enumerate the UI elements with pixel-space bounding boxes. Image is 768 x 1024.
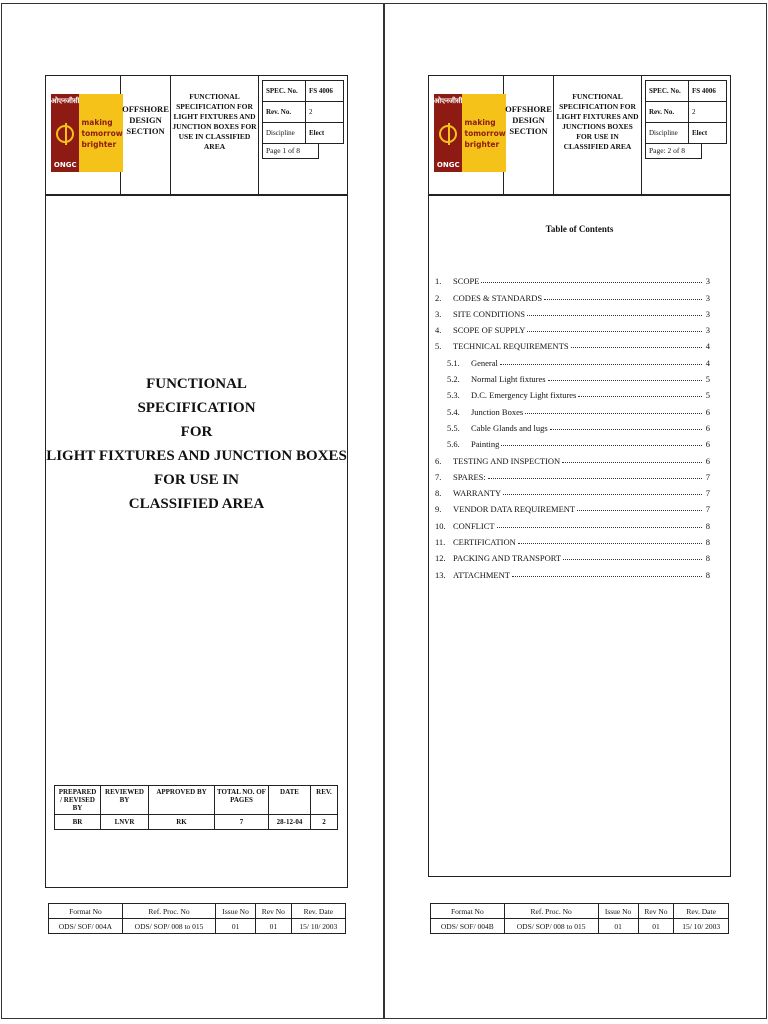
toc-page-number: 7 [705, 504, 710, 515]
toc-number: 4. [435, 325, 442, 336]
toc-leader [563, 559, 702, 560]
footer-value: 01 [638, 919, 674, 934]
discipline-label: Discipline [263, 123, 306, 144]
toc-text: Cable Glands and lugs [471, 422, 548, 433]
toc-number: 6. [435, 455, 442, 466]
toc-number: 5.1. [447, 357, 460, 368]
footer-value: 01 [256, 919, 292, 934]
logo-cell [46, 76, 121, 194]
approval-value: 28-12-04 [269, 815, 311, 830]
toc-entry[interactable] [435, 531, 710, 547]
approval-header: DATE [269, 786, 311, 815]
toc-leader [488, 478, 702, 479]
page-header [428, 75, 731, 195]
spec-label: SPEC. No. [263, 81, 306, 102]
toc-page-number: 6 [705, 439, 710, 450]
section-name: OFFSHORE DESIGN SECTION [504, 76, 554, 194]
approval-value: 7 [215, 815, 269, 830]
toc-number: 5.6. [447, 439, 460, 450]
footer-value: 15/ 10/ 2003 [291, 919, 345, 934]
footer-header: Rev No [638, 904, 674, 919]
toc-entry[interactable] [435, 466, 710, 482]
toc-leader [527, 331, 702, 332]
toc-leader [548, 380, 702, 381]
footer-value: ODS/ SOP/ 008 to 015 [122, 919, 215, 934]
section-name: OFFSHORE DESIGN SECTION [121, 76, 171, 194]
toc-leader [525, 413, 702, 414]
toc-number: 8. [435, 488, 442, 499]
spec-label: SPEC. No. [646, 81, 689, 102]
toc-leader [562, 462, 702, 463]
toc-entry[interactable] [435, 286, 710, 302]
spec-table [262, 80, 344, 144]
toc-entry[interactable] [435, 498, 710, 514]
logo-ongc-text: ONGC [436, 161, 460, 169]
toc-page-number: 8 [705, 520, 710, 531]
toc-entry[interactable] [435, 400, 710, 416]
tagline-line: brighter [464, 139, 500, 149]
toc-text: Painting [471, 439, 500, 450]
toc-entry[interactable] [435, 547, 710, 563]
main-title [46, 372, 347, 516]
footer-header: Issue No [216, 904, 256, 919]
page-body [45, 195, 348, 888]
toc-text: TECHNICAL REQUIREMENTS [453, 341, 569, 352]
toc-entry[interactable] [435, 303, 710, 319]
approval-value: BR [55, 815, 101, 830]
toc-leader [578, 396, 702, 397]
toc-entry[interactable] [435, 563, 710, 579]
page-header [45, 75, 348, 195]
logo-flame-icon [56, 125, 74, 143]
toc-text: Normal Light fixtures [471, 374, 546, 385]
format-footer [48, 903, 346, 934]
approval-header: TOTAL NO. OF PAGES [215, 786, 269, 815]
tagline-line: brighter [81, 139, 117, 149]
logo-flame-icon [439, 125, 457, 143]
approval-header: APPROVED BY [149, 786, 215, 815]
toc-page-number: 4 [705, 357, 710, 368]
approval-header: REV. [311, 786, 338, 815]
footer-header: Rev. Date [291, 904, 345, 919]
footer-header: Ref. Proc. No [504, 904, 598, 919]
toc-page-number: 8 [705, 569, 710, 580]
toc-number: 7. [435, 471, 442, 482]
approval-header: REVIEWED BY [101, 786, 149, 815]
rev-value: 2 [306, 102, 344, 123]
title-line: SPECIFICATION [137, 400, 256, 416]
toc-entry[interactable] [435, 270, 710, 286]
footer-header: Rev No [256, 904, 292, 919]
tagline-line: making [81, 117, 113, 127]
toc-page-number: 4 [705, 341, 710, 352]
toc-text: SPARES: [453, 471, 486, 482]
toc-text: CODES & STANDARDS [453, 292, 543, 303]
document-page-1 [1, 3, 384, 1019]
toc-entry[interactable] [435, 368, 710, 384]
toc-text: SITE CONDITIONS [453, 308, 526, 319]
toc-leader [550, 429, 702, 430]
logo-ongc-text: ONGC [53, 161, 77, 169]
title-line: FOR [180, 424, 213, 440]
toc-leader [544, 299, 702, 300]
toc-number: 5.4. [447, 406, 460, 417]
toc-entry[interactable] [435, 319, 710, 335]
discipline-value: Elect [306, 123, 344, 144]
toc-entry[interactable] [435, 449, 710, 465]
toc-leader [527, 315, 702, 316]
table-of-contents [435, 270, 710, 580]
toc-text: SCOPE [453, 276, 480, 287]
ongc-logo [51, 94, 123, 172]
footer-header: Format No [431, 904, 505, 919]
toc-page-number: 8 [705, 537, 710, 548]
page-body [428, 195, 731, 877]
toc-number: 11. [435, 537, 446, 548]
spec-value: FS 4006 [306, 81, 344, 102]
toc-page-number: 7 [705, 488, 710, 499]
logo-emblem [51, 94, 79, 172]
toc-leader [503, 494, 702, 495]
footer-value: ODS/ SOF/ 004B [431, 919, 505, 934]
page-number: Page: 2 of 8 [645, 144, 702, 159]
approval-header: PREPARED / REVISED BY [55, 786, 101, 815]
toc-page-number: 5 [705, 390, 710, 401]
footer-value: 01 [216, 919, 256, 934]
toc-entry[interactable] [435, 335, 710, 351]
toc-page-number: 3 [705, 292, 710, 303]
logo-cell [429, 76, 504, 194]
toc-entry[interactable] [435, 433, 710, 449]
toc-number: 1. [435, 276, 442, 287]
logo-hindi-text: ओएनजीसी [434, 97, 463, 105]
toc-title: Table of Contents [545, 224, 614, 234]
toc-leader [577, 510, 702, 511]
title-line: LIGHT FIXTURES AND JUNCTION BOXES [46, 448, 347, 464]
toc-number: 5.2. [447, 374, 460, 385]
toc-number: 5.3. [447, 390, 460, 401]
toc-text: TESTING AND INSPECTION [453, 455, 561, 466]
footer-header: Format No [49, 904, 123, 919]
logo-tagline [79, 94, 122, 172]
toc-text: CONFLICT [453, 520, 495, 531]
document-page-2 [384, 3, 767, 1019]
title-line: CLASSIFIED AREA [128, 496, 265, 512]
header-doc-title: FUNCTIONAL SPECIFICATION FOR LIGHT FIXTURES AND JUNCTIONS BOXES FOR USE IN CLASSIFIED AREA [554, 76, 642, 194]
toc-entry[interactable] [435, 384, 710, 400]
logo-hindi-text: ओएनजीसी [51, 97, 80, 105]
toc-number: 12. [435, 553, 446, 564]
rev-value: 2 [689, 102, 727, 123]
toc-entry[interactable] [435, 417, 710, 433]
toc-text: Junction Boxes [471, 406, 524, 417]
toc-entry[interactable] [435, 514, 710, 530]
footer-value: ODS/ SOF/ 004A [49, 919, 123, 934]
toc-page-number: 6 [705, 455, 710, 466]
footer-value: 01 [598, 919, 638, 934]
footer-value: ODS/ SOP/ 008 to 015 [504, 919, 598, 934]
header-doc-title: FUNCTIONAL SPECIFICATION FOR LIGHT FIXTURES AND JUNCTION BOXES FOR USE IN CLASSIFIED AREA [171, 76, 259, 194]
footer-header: Ref. Proc. No [122, 904, 215, 919]
toc-page-number: 8 [705, 553, 710, 564]
approval-value: 2 [311, 815, 338, 830]
toc-leader [500, 364, 702, 365]
discipline-label: Discipline [646, 123, 689, 144]
spec-info [259, 76, 347, 194]
approval-table [54, 785, 338, 830]
toc-page-number: 3 [705, 325, 710, 336]
discipline-value: Elect [689, 123, 727, 144]
toc-text: D.C. Emergency Light fixtures [471, 390, 577, 401]
toc-number: 3. [435, 308, 442, 319]
spec-info [642, 76, 730, 194]
toc-page-number: 5 [705, 374, 710, 385]
toc-text: VENDOR DATA REQUIREMENT [453, 504, 576, 515]
toc-leader [497, 527, 702, 528]
logo-emblem [434, 94, 462, 172]
footer-header: Issue No [598, 904, 638, 919]
toc-leader [571, 347, 702, 348]
toc-number: 5.5. [447, 422, 460, 433]
toc-entry[interactable] [435, 482, 710, 498]
tagline-line: tomorrow [81, 128, 123, 138]
footer-header: Rev. Date [674, 904, 729, 919]
toc-number: 9. [435, 504, 442, 515]
format-footer [430, 903, 729, 934]
approval-value: LNVR [101, 815, 149, 830]
spec-table [645, 80, 727, 144]
toc-leader [481, 282, 702, 283]
toc-number: 10. [435, 520, 446, 531]
tagline-line: tomorrow [464, 128, 506, 138]
toc-text: CERTIFICATION [453, 537, 516, 548]
rev-label: Rev. No. [263, 102, 306, 123]
toc-text: PACKING AND TRANSPORT [453, 553, 562, 564]
title-line: FOR USE IN [153, 472, 239, 488]
toc-leader [501, 445, 702, 446]
toc-entry[interactable] [435, 351, 710, 367]
page-number: Page 1 of 8 [262, 144, 319, 159]
spec-value: FS 4006 [689, 81, 727, 102]
toc-text: WARRANTY [453, 488, 502, 499]
footer-value: 15/ 10/ 2003 [674, 919, 729, 934]
toc-number: 2. [435, 292, 442, 303]
rev-label: Rev. No. [646, 102, 689, 123]
ongc-logo [434, 94, 506, 172]
tagline-line: making [464, 117, 496, 127]
approval-value: RK [149, 815, 215, 830]
toc-page-number: 3 [705, 308, 710, 319]
title-line: FUNCTIONAL [146, 376, 247, 392]
toc-page-number: 7 [705, 471, 710, 482]
toc-page-number: 3 [705, 276, 710, 287]
toc-leader [518, 543, 702, 544]
toc-text: SCOPE OF SUPPLY [453, 325, 526, 336]
toc-text: ATTACHMENT [453, 569, 510, 580]
logo-tagline [462, 94, 505, 172]
toc-leader [512, 576, 702, 577]
toc-page-number: 6 [705, 422, 710, 433]
toc-text: General [471, 357, 498, 368]
toc-page-number: 6 [705, 406, 710, 417]
toc-number: 13. [435, 569, 446, 580]
toc-number: 5. [435, 341, 442, 352]
